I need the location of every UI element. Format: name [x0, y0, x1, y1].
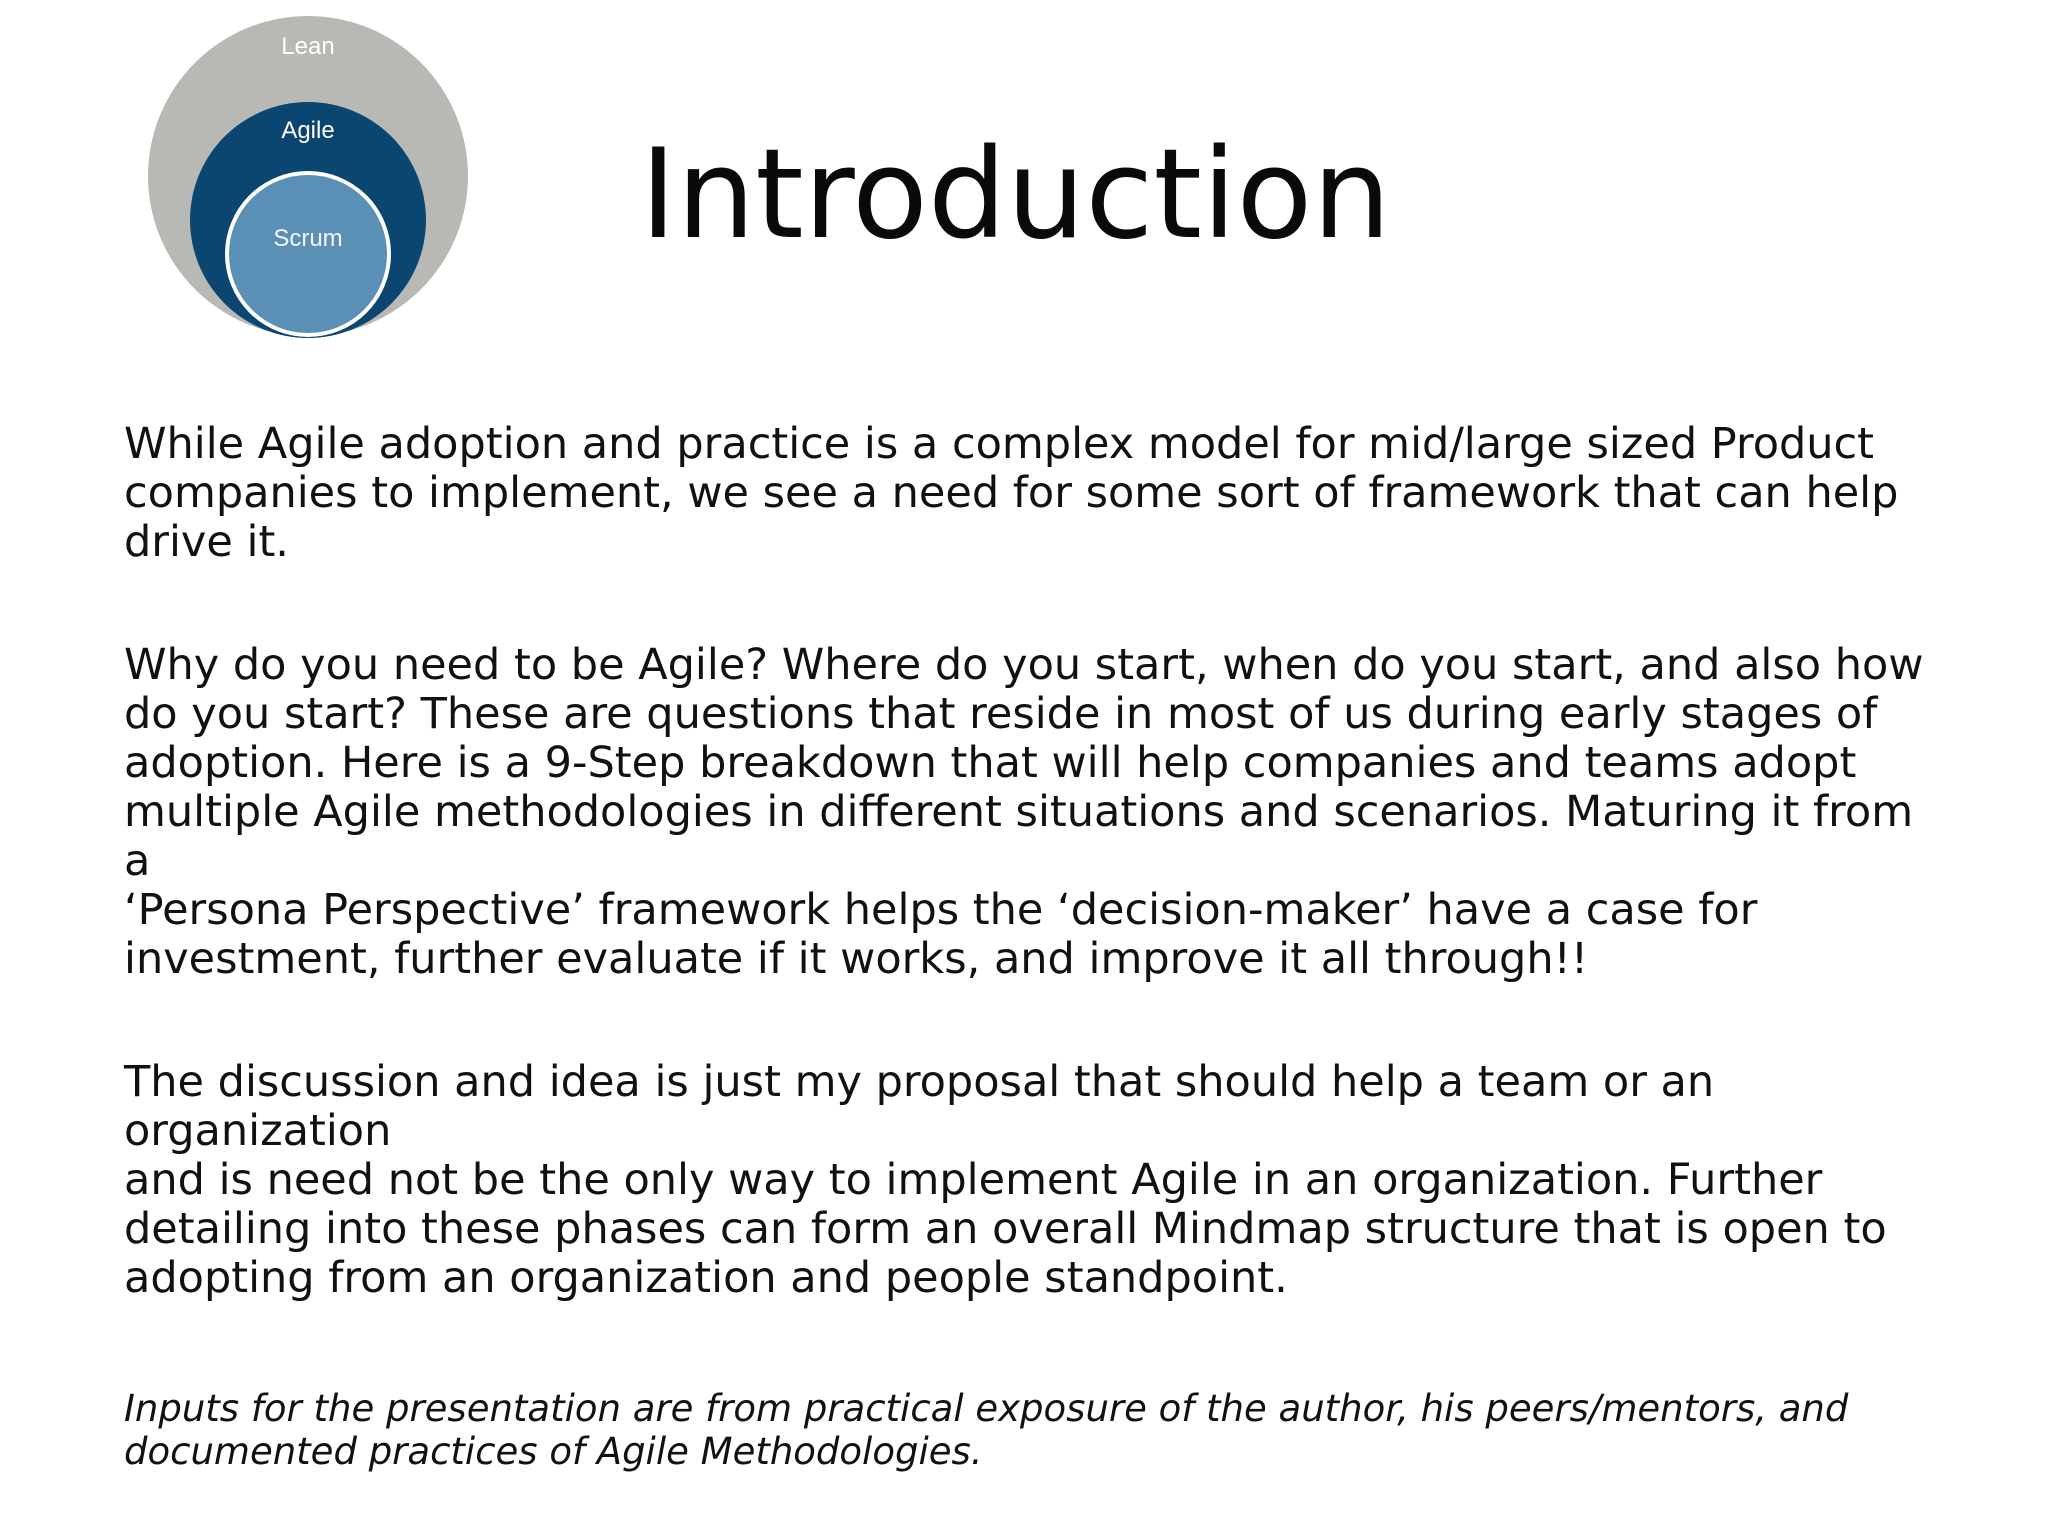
lean-agile-scrum-diagram: [146, 14, 470, 338]
proposal-paragraph: The discussion and idea is just my proposal that should help a team or an organization and is need not be the only way to implement Agile in an organization. Further detailing into these phases can form an overall Mindmap structure that is open to adopting from an organization and people standpoint.: [124, 1057, 1887, 1303]
inputs-note: Inputs for the presentation are from practical exposure of the author, his peers/mentors, and documented practices of Agile Methodologies.: [124, 1387, 1849, 1473]
slide-body: [124, 420, 1944, 1473]
lean-label: Lean: [281, 33, 335, 60]
slide-title: Introduction: [640, 123, 1391, 267]
scrum-label: Scrum: [273, 225, 343, 252]
scrum-circle: [227, 173, 389, 335]
intro-paragraph: While Agile adoption and practice is a complex model for mid/large sized Product companies to implement, we see a need for some sort of framework that can help drive it.: [124, 419, 1899, 567]
questions-paragraph: Why do you need to be Agile? Where do you start, when do you start, and also how do you start? These are questions that reside in most of us during early stages of adoption. Here is a 9-Step breakdown that will help companies and teams adopt multiple Agile methodologies in different situations and scenarios. Maturing it from a ‘Persona Perspective’ framework helps the ‘decision-maker’ have a case for investment, further evaluate if it works, and improve it all through!!: [124, 640, 1924, 984]
agile-label: Agile: [281, 117, 335, 144]
